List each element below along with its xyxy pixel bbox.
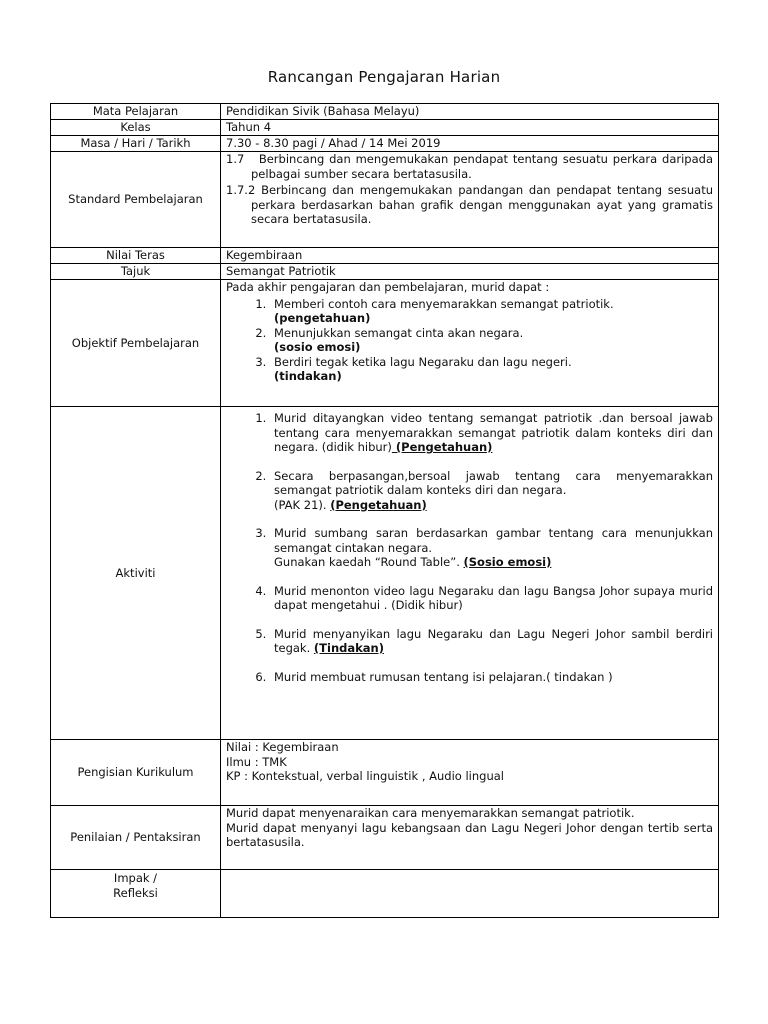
row-objektif: [51, 280, 719, 407]
label-nilai-teras: Nilai Teras: [51, 248, 221, 264]
label-penilaian: Penilaian / Pentaksiran: [51, 806, 221, 870]
list-item: 2. Menunjukkan semangat cinta akan negara. (sosio emosi): [270, 326, 713, 355]
list-item: 3. Murid sumbang saran berdasarkan gambar tentang cara menunjukkan semangat cintakan negara. Gunakan kaedah “Round Table”. (Sosio emosi): [270, 526, 713, 570]
row-kurikulum: [51, 740, 719, 806]
standard-2-number: 1.7.2: [226, 183, 256, 197]
penilaian-line-1: Murid dapat menyenaraikan cara menyemarakkan semangat patriotik.: [226, 806, 635, 820]
objektif-tag: (tindakan): [274, 369, 342, 383]
value-impak[interactable]: [221, 870, 719, 918]
value-aktiviti: [221, 407, 719, 740]
list-item: 3. Berdiri tegak ketika lagu Negaraku dan lagu negeri. (tindakan): [270, 355, 713, 384]
row-masa: [51, 136, 719, 152]
standard-1-text: Berbincang dan mengemukakan pendapat tentang sesuatu perkara daripada pelbagai sumber secara bertatasusila.: [251, 152, 713, 181]
label-impak-line-2: Refleksi: [113, 885, 158, 900]
label-objektif: Objektif Pembelajaran: [51, 280, 221, 407]
kurikulum-kp: KP : Kontekstual, verbal linguistik , Audio lingual: [226, 769, 504, 783]
row-mata-pelajaran: [51, 104, 719, 120]
value-standard: [221, 152, 719, 248]
row-aktiviti: [51, 407, 719, 740]
label-impak: [51, 870, 221, 918]
row-tajuk: [51, 264, 719, 280]
value-penilaian: [221, 806, 719, 870]
objektif-tag: (pengetahuan): [274, 311, 371, 325]
kurikulum-ilmu: Ilmu : TMK: [226, 754, 287, 769]
row-standard: [51, 152, 719, 248]
label-tajuk: Tajuk: [51, 264, 221, 280]
value-masa: 7.30 - 8.30 pagi / Ahad / 14 Mei 2019: [221, 136, 719, 152]
lesson-plan-table: [50, 103, 719, 918]
aktiviti-tag: (Pengetahuan): [330, 497, 427, 512]
list-item: 4. Murid menonton video lagu Negaraku dan lagu Bangsa Johor supaya murid dapat mengetahui . (Didik hibur): [270, 584, 713, 613]
value-tajuk: Semangat Patriotik: [221, 264, 719, 280]
value-nilai-teras: Kegembiraan: [221, 248, 719, 264]
aktiviti-tag: (Tindakan): [313, 641, 384, 655]
row-penilaian: [51, 806, 719, 870]
objektif-intro: Pada akhir pengajaran dan pembelajaran, murid dapat :: [226, 280, 550, 294]
list-item: 2. Secara berpasangan,bersoal jawab tentang cara menyemarakkan semangat patriotik dalam konteks diri dan negara. (PAK 21). (Pengetahuan): [270, 469, 713, 513]
aktiviti-tag: (Sosio emosi): [463, 555, 552, 569]
label-mata-pelajaran: Mata Pelajaran: [51, 104, 221, 120]
standard-1-number: 1.7: [226, 152, 245, 166]
standard-2-text: Berbincang dan mengemukakan pandangan dan pendapat tentang sesuatu perkara berdasarkan bahan grafik dengan menggunakan ayat yang gramatis secara bertatasusila.: [251, 183, 713, 226]
list-item: 1. Murid ditayangkan video tentang semangat patriotik .dan bersoal jawab tentang cara menyemarakkan semangat patriotik dalam konteks diri dan negara. (didik hibur) (Pengetahuan): [270, 411, 713, 455]
objektif-tag: (sosio emosi): [274, 340, 361, 354]
row-kelas: [51, 120, 719, 136]
row-nilai-teras: [51, 248, 719, 264]
list-item: 5. Murid menyanyikan lagu Negaraku dan Lagu Negeri Johor sambil berdiri tegak. (Tindakan): [270, 627, 713, 656]
list-item: 1. Memberi contoh cara menyemarakkan semangat patriotik. (pengetahuan): [270, 297, 713, 326]
list-item: 6. Murid membuat rumusan tentang isi pelajaran.( tindakan ): [270, 670, 713, 685]
value-kurikulum: [221, 740, 719, 806]
standard-2: [226, 183, 713, 227]
value-kelas: Tahun 4: [221, 120, 719, 136]
value-mata-pelajaran: Pendidikan Sivik (Bahasa Melayu): [221, 104, 719, 120]
row-impak: [51, 870, 719, 918]
value-objektif: [221, 280, 719, 407]
aktiviti-tag: (Pengetahuan): [391, 440, 493, 454]
standard-1: [226, 152, 713, 181]
label-impak-line-1: Impak /: [113, 871, 158, 885]
page-title: Rancangan Pengajaran Harian: [267, 68, 501, 86]
objektif-list: [226, 297, 713, 384]
aktiviti-list: [226, 411, 713, 684]
label-kelas: Kelas: [51, 120, 221, 136]
label-masa: Masa / Hari / Tarikh: [51, 136, 221, 152]
label-kurikulum: Pengisian Kurikulum: [51, 740, 221, 806]
penilaian-line-2: Murid dapat menyanyi lagu kebangsaan dan Lagu Negeri Johor dengan tertib serta bertatasusila.: [226, 820, 713, 849]
label-standard: Standard Pembelajaran: [51, 152, 221, 248]
kurikulum-nilai: Nilai : Kegembiraan: [226, 740, 339, 754]
label-aktiviti: Aktiviti: [51, 407, 221, 740]
